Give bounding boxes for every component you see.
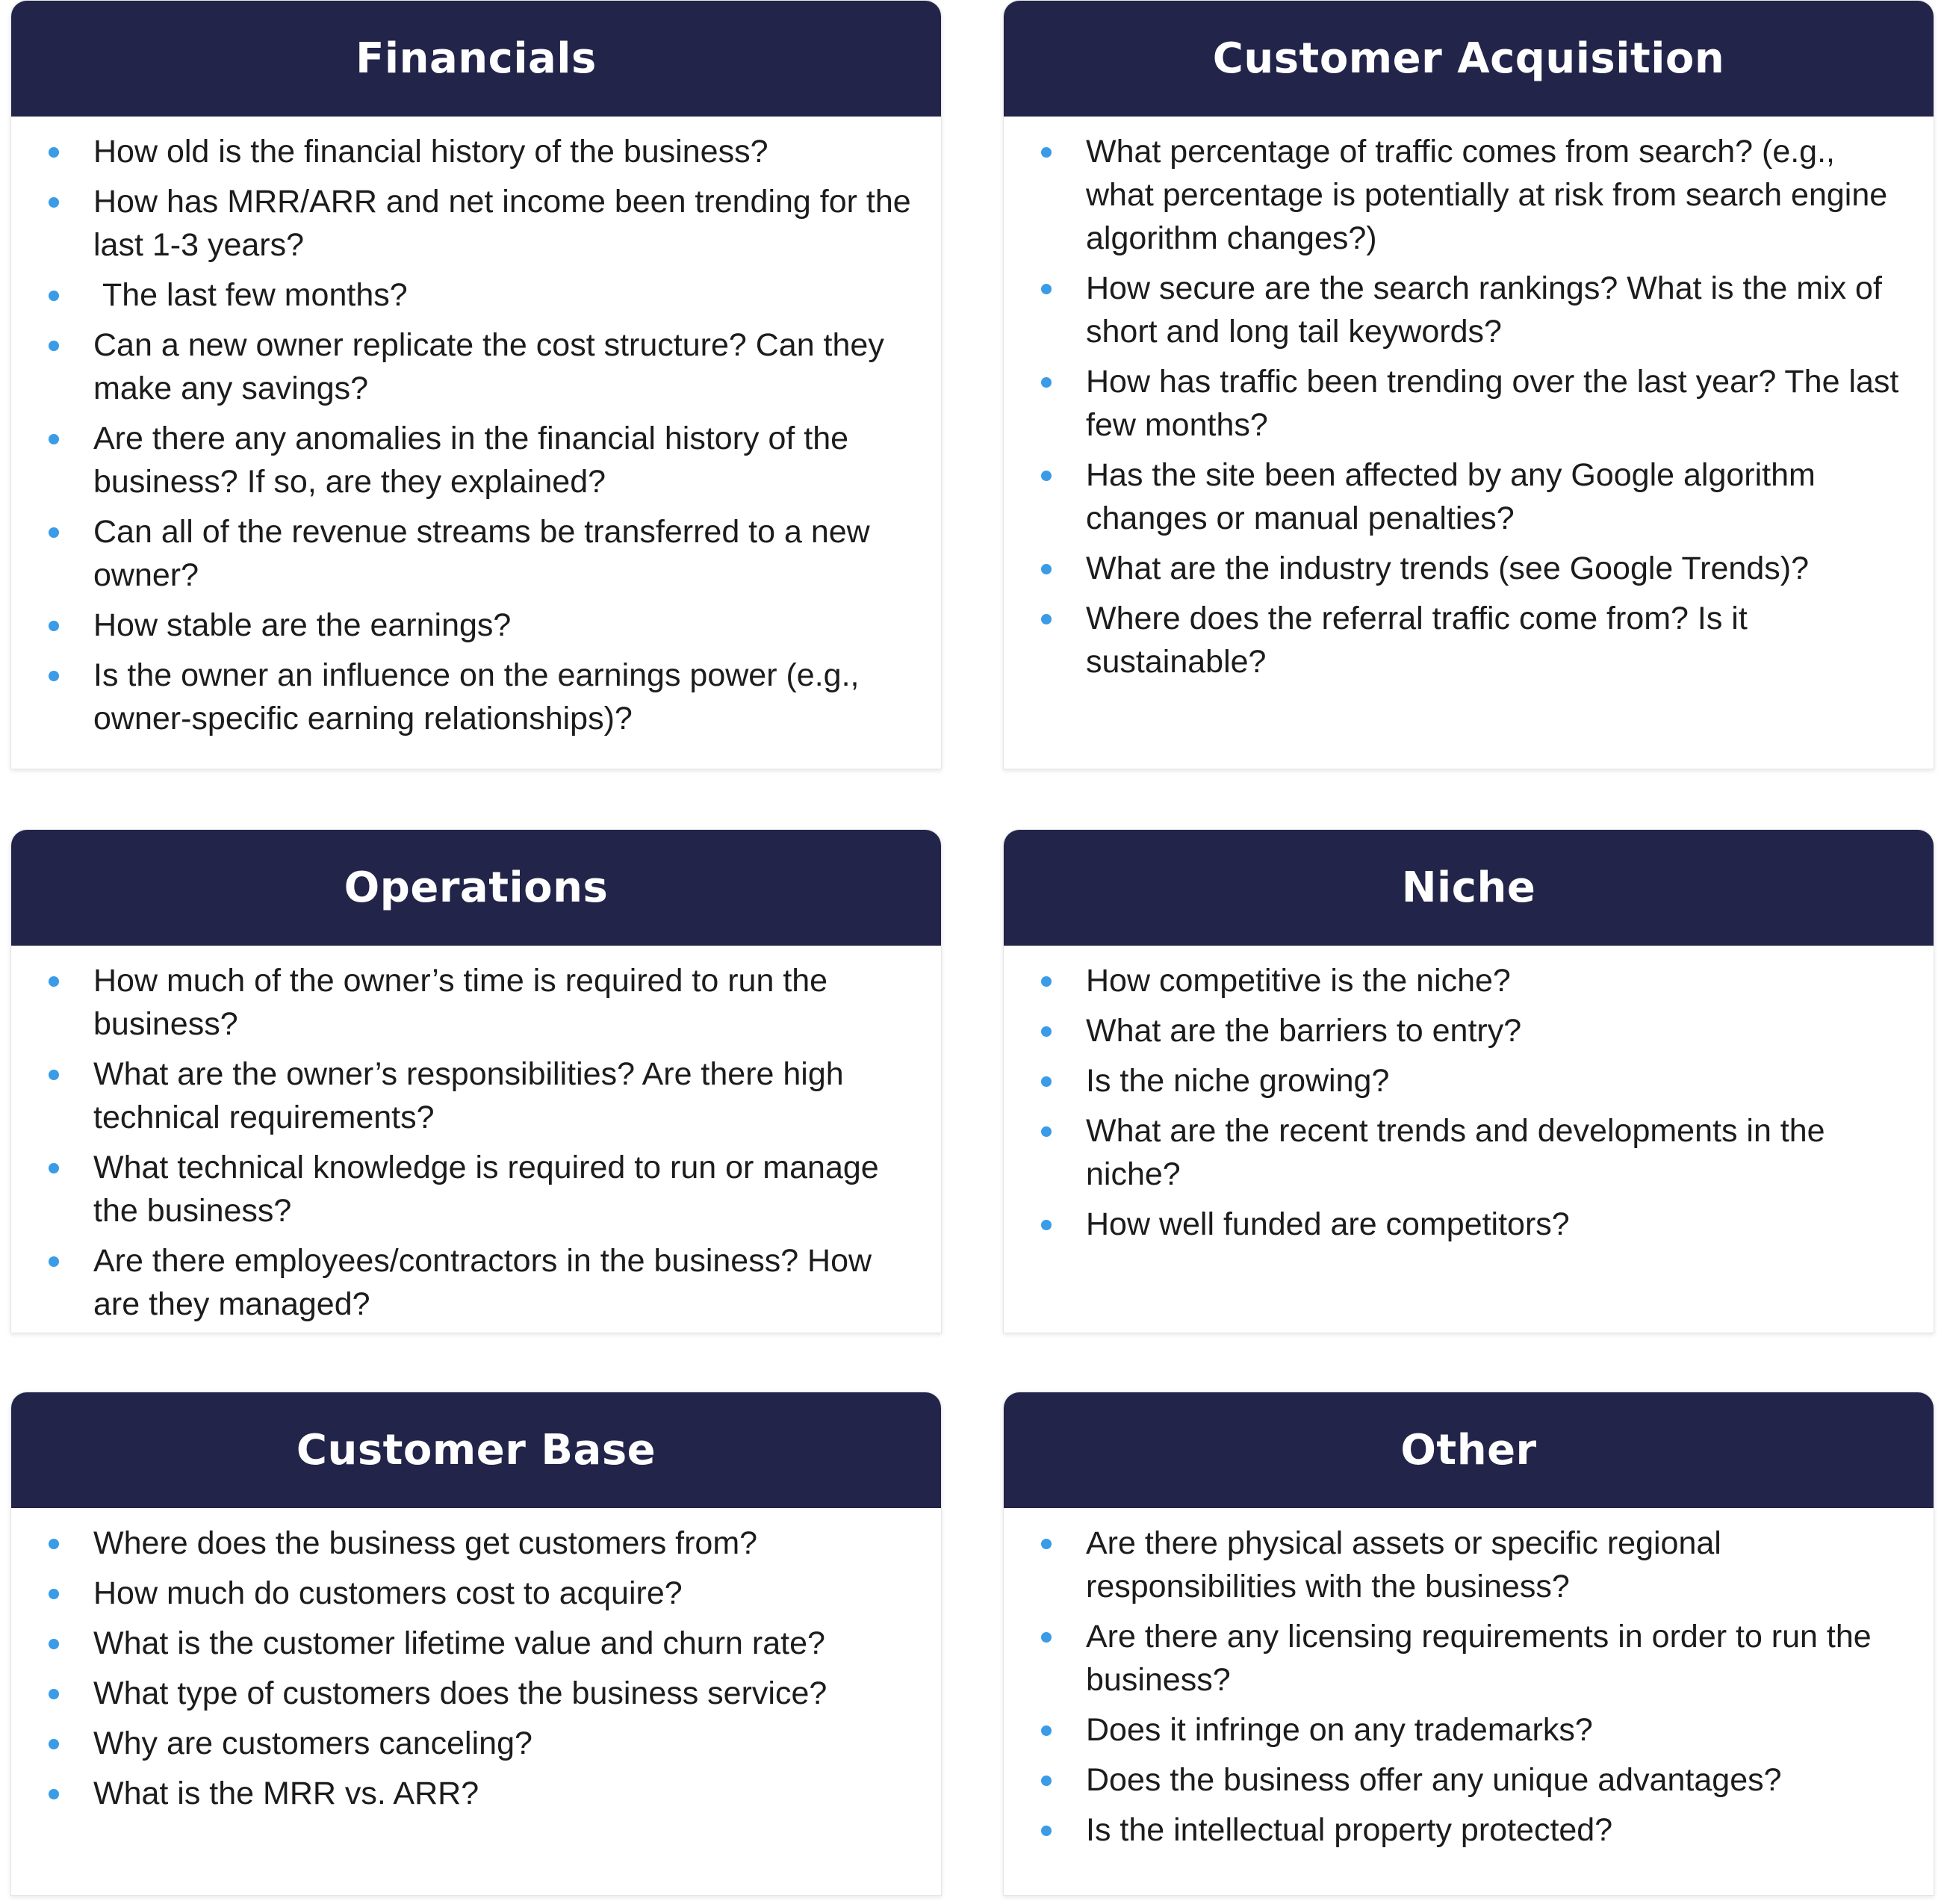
list-item <box>40 510 919 597</box>
question-text: What technical knowledge is required to run or manage the business? <box>93 1150 879 1229</box>
list-item <box>1032 959 1911 1002</box>
card-header <box>1004 1 1934 117</box>
question-text: Does the business offer any unique advantages? <box>1086 1762 1782 1798</box>
card-title: Niche <box>1401 863 1536 912</box>
list-item <box>1032 1109 1911 1196</box>
list-item <box>1032 1708 1911 1752</box>
question-text: Why are customers canceling? <box>93 1725 532 1761</box>
question-text: What percentage of traffic comes from search? (e.g., what percentage is potentially at risk from search engine algorithm changes?) <box>1086 134 1888 256</box>
card-header <box>11 830 941 946</box>
list-item <box>1032 1615 1911 1702</box>
question-text: Are there employees/contractors in the business? How are they managed? <box>93 1243 872 1322</box>
card-header <box>11 1 941 117</box>
bullet-icon <box>1041 1126 1052 1137</box>
question-text: Where does the business get customers from? <box>93 1525 758 1561</box>
bullet-icon <box>1041 1725 1052 1736</box>
card-header <box>11 1392 941 1508</box>
bullet-icon <box>1041 1776 1052 1786</box>
bullet-icon <box>1041 1220 1052 1230</box>
bullet-icon <box>1041 1539 1052 1549</box>
list-item <box>1032 453 1911 540</box>
bullet-icon <box>1041 564 1052 574</box>
bullet-icon <box>1041 147 1052 158</box>
question-text: How old is the financial history of the business? <box>93 134 768 170</box>
bullet-icon <box>1041 1076 1052 1087</box>
card-title: Operations <box>344 863 609 912</box>
bullet-icon <box>1041 1632 1052 1643</box>
question-text: What are the barriers to entry? <box>1086 1013 1522 1049</box>
question-text: How much do customers cost to acquire? <box>93 1575 683 1611</box>
list-item <box>1032 267 1911 353</box>
question-text: Is the intellectual property protected? <box>1086 1812 1613 1848</box>
question-text: How competitive is the niche? <box>1086 963 1511 999</box>
bullet-icon <box>1041 1826 1052 1836</box>
card-customer-base <box>10 1392 942 1896</box>
list-item <box>1032 597 1911 683</box>
card-niche <box>1003 829 1934 1333</box>
list-item <box>40 1052 919 1139</box>
card-title: Customer Base <box>296 1426 656 1474</box>
question-text: How secure are the search rankings? What is the mix of short and long tail keywords? <box>1086 270 1882 350</box>
list-item <box>40 604 919 647</box>
question-text: What type of customers does the business service? <box>93 1675 827 1711</box>
list-item <box>1032 1203 1911 1246</box>
list-item <box>40 273 919 317</box>
question-text: Are there physical assets or specific regional responsibilities with the business? <box>1086 1525 1721 1604</box>
question-text: How well funded are competitors? <box>1086 1206 1570 1242</box>
bullet-icon <box>1041 976 1052 987</box>
list-item <box>1032 130 1911 260</box>
question-text: How stable are the earnings? <box>93 607 512 643</box>
card-customer-acquisition <box>1003 0 1934 769</box>
bullet-icon <box>49 1689 59 1699</box>
card-title: Financials <box>355 34 597 83</box>
list-item <box>1032 1758 1911 1802</box>
question-text: How has traffic been trending over the last year? The last few months? <box>1086 364 1899 443</box>
bullet-icon <box>49 291 59 301</box>
card-header <box>1004 1392 1934 1508</box>
question-list <box>11 1508 941 1815</box>
question-text: Can all of the revenue streams be transferred to a new owner? <box>93 514 870 593</box>
bullet-icon <box>1041 614 1052 624</box>
list-item <box>40 1772 919 1815</box>
question-list <box>1004 1508 1934 1852</box>
question-text: How much of the owner’s time is required to run the business? <box>93 963 828 1042</box>
list-item <box>40 130 919 173</box>
card-other <box>1003 1392 1934 1896</box>
bullet-icon <box>49 1539 59 1549</box>
bullet-icon <box>49 1789 59 1799</box>
list-item <box>40 654 919 740</box>
card-title: Customer Acquisition <box>1212 34 1725 83</box>
list-item <box>40 1572 919 1615</box>
list-item <box>40 417 919 503</box>
list-item <box>40 1239 919 1326</box>
question-text: Is the niche growing? <box>1086 1063 1390 1099</box>
bullet-icon <box>49 1739 59 1749</box>
question-text: Are there any anomalies in the financial history of the business? If so, are they explained? <box>93 421 849 500</box>
question-text: Where does the referral traffic come from? Is it sustainable? <box>1086 601 1748 680</box>
bullet-icon <box>1041 284 1052 294</box>
question-text: The last few months? <box>93 277 408 313</box>
bullet-icon <box>49 1256 59 1267</box>
bullet-icon <box>1041 377 1052 388</box>
question-list <box>11 117 941 740</box>
list-item <box>1032 360 1911 447</box>
card-header <box>1004 830 1934 946</box>
question-list <box>1004 117 1934 683</box>
list-item <box>1032 1808 1911 1852</box>
question-text: Has the site been affected by any Google algorithm changes or manual penalties? <box>1086 457 1816 536</box>
question-text: Can a new owner replicate the cost structure? Can they make any savings? <box>93 327 884 406</box>
question-list <box>11 946 941 1326</box>
bullet-icon <box>49 197 59 208</box>
card-financials <box>10 0 942 769</box>
question-text: Does it infringe on any trademarks? <box>1086 1712 1593 1748</box>
list-item <box>40 959 919 1046</box>
bullet-icon <box>49 1589 59 1599</box>
card-operations <box>10 829 942 1333</box>
card-title: Other <box>1400 1426 1537 1474</box>
bullet-icon <box>49 621 59 631</box>
bullet-icon <box>49 341 59 351</box>
bullet-icon <box>49 976 59 987</box>
list-item <box>1032 1522 1911 1608</box>
bullet-icon <box>49 671 59 681</box>
list-item <box>40 1672 919 1715</box>
list-item <box>40 1622 919 1665</box>
question-text: Are there any licensing requirements in order to run the business? <box>1086 1619 1872 1698</box>
bullet-icon <box>1041 1026 1052 1037</box>
question-text: What are the owner’s responsibilities? Are there high technical requirements? <box>93 1056 844 1135</box>
question-list <box>1004 946 1934 1246</box>
bullet-icon <box>49 1163 59 1173</box>
question-text: What are the recent trends and developments in the niche? <box>1086 1113 1825 1192</box>
bullet-icon <box>49 1070 59 1080</box>
question-text: What is the customer lifetime value and churn rate? <box>93 1625 825 1661</box>
list-item <box>40 1522 919 1565</box>
question-text: What is the MRR vs. ARR? <box>93 1776 479 1811</box>
list-item <box>40 323 919 410</box>
question-text: How has MRR/ARR and net income been trending for the last 1-3 years? <box>93 184 911 263</box>
list-item <box>40 1722 919 1765</box>
list-item <box>40 1146 919 1232</box>
bullet-icon <box>49 527 59 538</box>
bullet-icon <box>49 1639 59 1649</box>
list-item <box>1032 1059 1911 1103</box>
question-text: What are the industry trends (see Google Trends)? <box>1086 551 1809 586</box>
bullet-icon <box>49 147 59 158</box>
list-item <box>1032 547 1911 590</box>
list-item <box>1032 1009 1911 1052</box>
question-text: Is the owner an influence on the earnings power (e.g., owner-specific earning relationships)? <box>93 657 860 737</box>
bullet-icon <box>1041 471 1052 481</box>
bullet-icon <box>49 434 59 444</box>
list-item <box>40 180 919 267</box>
